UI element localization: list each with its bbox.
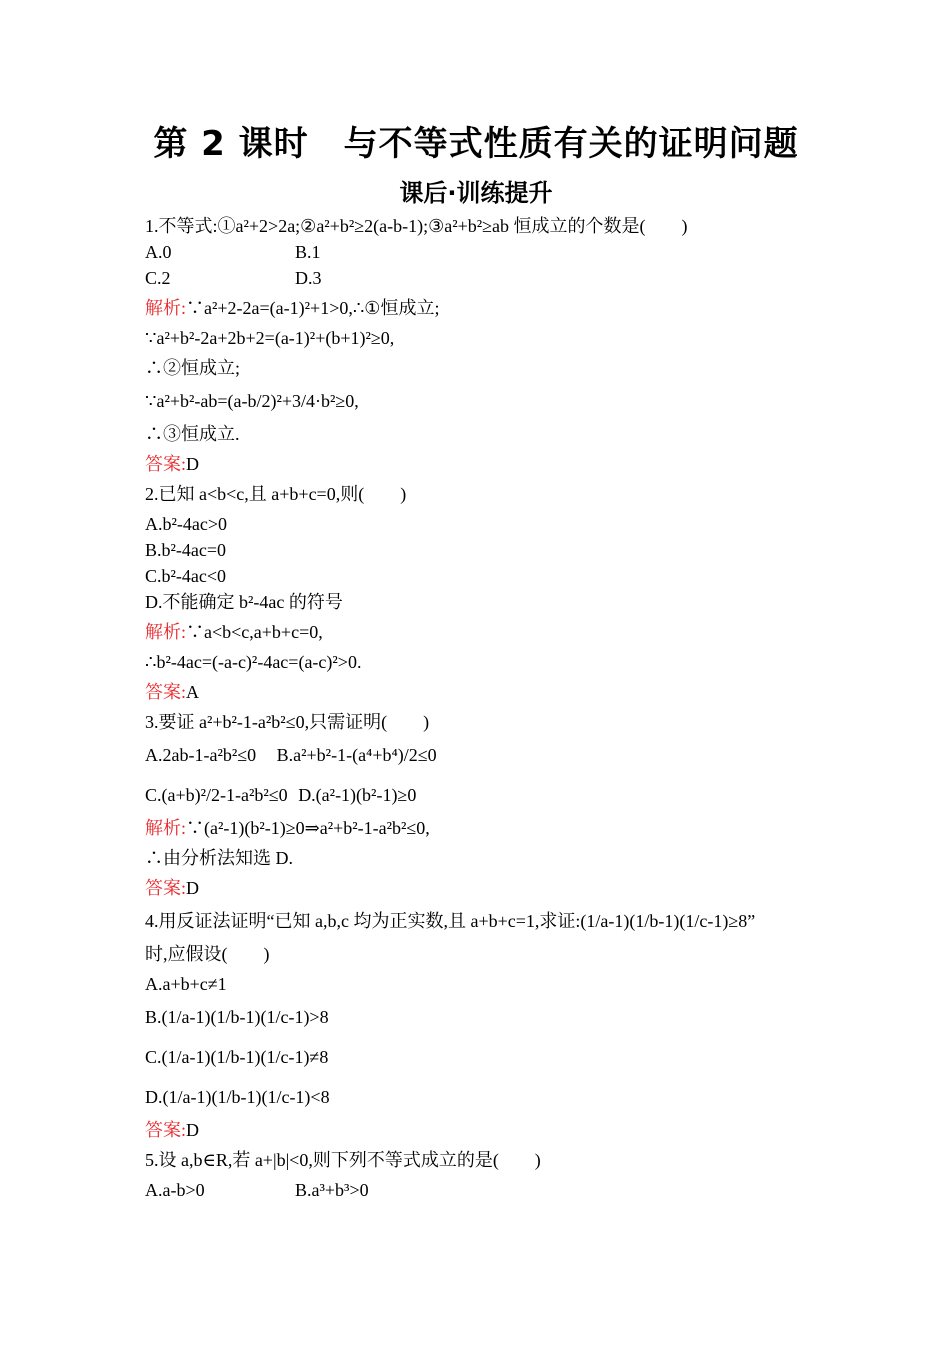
q1-answer [145, 451, 825, 477]
q3-stem: 3.要证 a²+b²-1-a²b²≤0,只需证明( ) [145, 712, 430, 732]
q1-options-row-1 [145, 239, 825, 265]
q3-solution-line-2: ∴由分析法知选 D. [145, 848, 293, 868]
q2-answer [145, 679, 825, 705]
q1-solution-line-5: ∴③恒成立. [145, 424, 240, 444]
q1-options-row-2 [145, 265, 825, 291]
q3-solution-line-1 [145, 815, 825, 841]
q1-option-c: C.2 [145, 268, 171, 288]
q5-option-a: A.a-b>0 [145, 1180, 205, 1200]
q1-solution-line-3: ∴②恒成立; [145, 358, 241, 378]
q4-answer-value: D [186, 1120, 200, 1140]
q3-answer [145, 875, 825, 901]
q3-option-a: A.2ab-1-a²b²≤0 [145, 745, 257, 765]
q2-answer-label: 答案: [145, 682, 187, 702]
page-title: 第 2 课时 与不等式性质有关的证明问题 [153, 124, 799, 164]
q2-solution-line-2: ∴b²-4ac=(-a-c)²-4ac=(a-c)²>0. [145, 652, 362, 672]
q3-option-b: B.a²+b²-1-(a⁴+b⁴)/2≤0 [276, 745, 437, 765]
q5-option-b: B.a³+b³>0 [295, 1180, 369, 1200]
q1-solution-text-1: ∵a²+2-2a=(a-1)²+1>0,∴①恒成立; [186, 298, 440, 318]
q3-option-c: C.(a+b)²/2-1-a²b²≤0 [145, 785, 288, 805]
q4-option-b: B.(1/a-1)(1/b-1)(1/c-1)>8 [145, 1007, 329, 1027]
q3-solution-label: 解析: [145, 818, 187, 838]
q1-stem: 1.不等式:①a²+2>2a;②a²+b²≥2(a-b-1);③a²+b²≥ab 恒成立的个数是( ) [145, 216, 688, 236]
q1-answer-label: 答案: [145, 454, 187, 474]
q2-option-d: D.不能确定 b²-4ac 的符号 [145, 592, 343, 612]
page-subtitle: 课后·训练提升 [399, 179, 553, 207]
q2-option-a: A.b²-4ac>0 [145, 514, 228, 534]
q3-answer-label: 答案: [145, 878, 187, 898]
q1-solution-line-2: ∵a²+b²-2a+2b+2=(a-1)²+(b+1)²≥0, [145, 328, 395, 348]
question-list [145, 213, 825, 1203]
q4-stem: 4.用反证法证明“已知 a,b,c 均为正实数,且 a+b+c=1,求证:(1/a-1)(1/b-1)(1/c-1)≥8” [145, 911, 756, 931]
q4-option-a: A.a+b+c≠1 [145, 974, 227, 994]
q4-answer [145, 1117, 825, 1143]
q2-solution-text-1: ∵a<b<c,a+b+c=0, [186, 622, 323, 642]
q3-options-row-2 [145, 775, 825, 815]
q2-answer-value: A [186, 682, 200, 702]
q2-option-c: C.b²-4ac<0 [145, 566, 227, 586]
q1-solution-line-1 [145, 295, 825, 321]
q2-solution-line-1 [145, 619, 825, 645]
q4-option-d: D.(1/a-1)(1/b-1)(1/c-1)<8 [145, 1087, 330, 1107]
q5-stem: 5.设 a,b∈R,若 a+|b|<0,则下列不等式成立的是( ) [145, 1150, 541, 1170]
q3-solution-text-1: ∵(a²-1)(b²-1)≥0⇒a²+b²-1-a²b²≤0, [186, 818, 430, 838]
q3-option-d: D.(a²-1)(b²-1)≥0 [298, 785, 417, 805]
q5-options-row-1 [145, 1177, 825, 1203]
q3-answer-value: D [186, 878, 200, 898]
q2-option-b: B.b²-4ac=0 [145, 540, 227, 560]
q1-option-d: D.3 [295, 268, 322, 288]
q3-options-row-1 [145, 735, 825, 775]
q1-solution-label: 解析: [145, 298, 187, 318]
q4-option-c: C.(1/a-1)(1/b-1)(1/c-1)≠8 [145, 1047, 329, 1067]
q2-stem: 2.已知 a<b<c,且 a+b+c=0,则( ) [145, 484, 407, 504]
q1-option-b: B.1 [295, 242, 321, 262]
q4-stem-continued: 时,应假设( ) [145, 944, 270, 964]
q1-answer-value: D [186, 454, 200, 474]
q1-option-a: A.0 [145, 242, 172, 262]
q2-solution-label: 解析: [145, 622, 187, 642]
q4-answer-label: 答案: [145, 1120, 187, 1140]
q1-solution-line-4: ∵a²+b²-ab=(a-b/2)²+3/4·b²≥0, [145, 391, 359, 411]
